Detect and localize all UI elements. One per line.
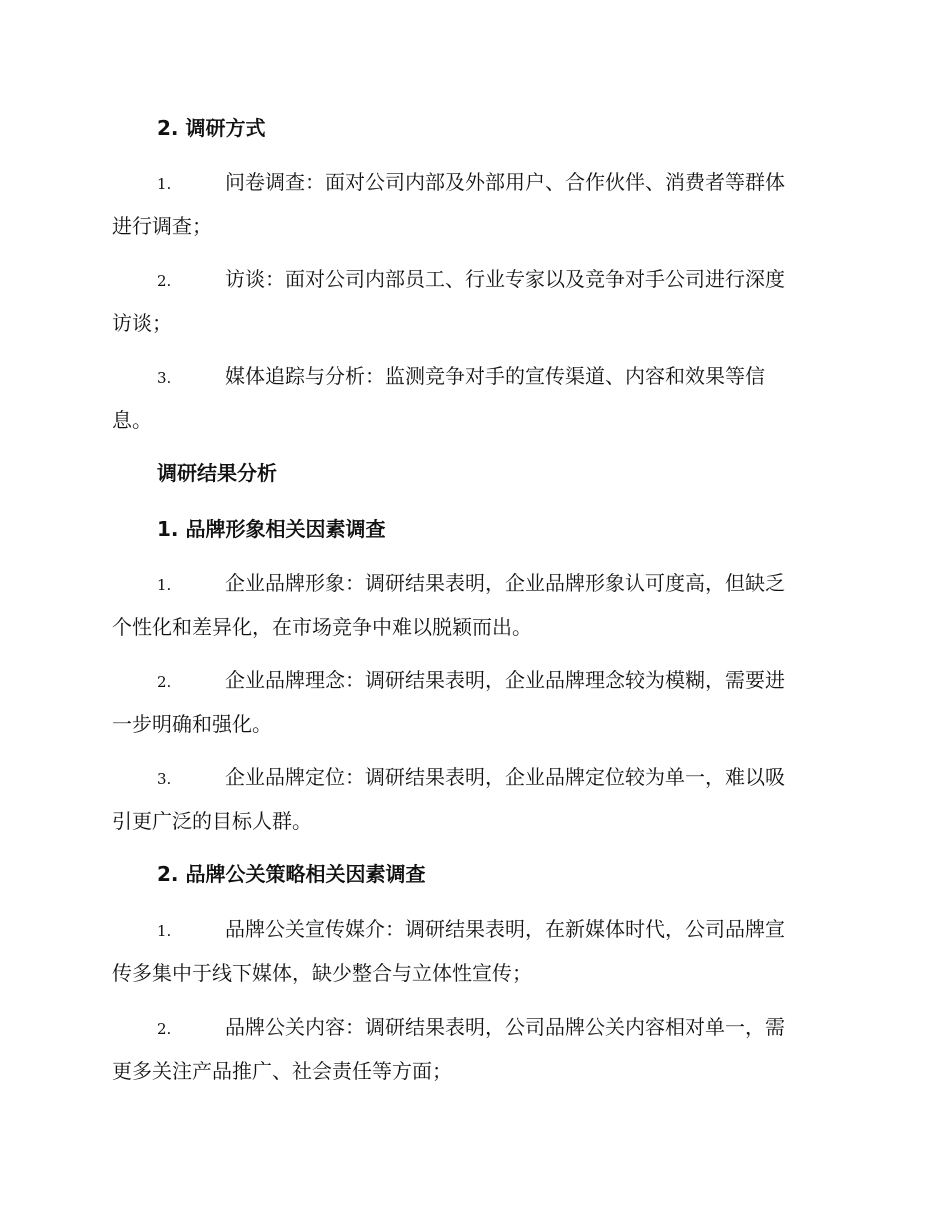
item-text-line1: 访谈：面对公司内部员工、行业专家以及竞争对手公司进行深度 bbox=[225, 267, 785, 291]
item-text-line1: 品牌公关内容：调研结果表明，公司品牌公关内容相对单一，需 bbox=[225, 1015, 785, 1039]
list-item bbox=[112, 908, 834, 994]
item-text-line1: 企业品牌形象：调研结果表明，企业品牌形象认可度高，但缺乏 bbox=[225, 571, 785, 595]
section-heading-brand-image: 1. 品牌形象相关因素调查 bbox=[157, 517, 386, 541]
list-item bbox=[112, 659, 834, 745]
item-text-line2: 个性化和差异化，在市场竞争中难以脱颖而出。 bbox=[112, 615, 532, 639]
item-text-line2: 一步明确和强化。 bbox=[112, 712, 272, 736]
list-item bbox=[112, 355, 834, 441]
list-item bbox=[112, 562, 834, 648]
item-text-line2: 访谈； bbox=[112, 311, 172, 335]
item-text-line2: 更多关注产品推广、社会责任等方面； bbox=[112, 1059, 452, 1083]
list-item bbox=[112, 1006, 834, 1092]
item-number: 1. bbox=[157, 922, 172, 940]
item-text-line2: 引更广泛的目标人群。 bbox=[112, 809, 312, 833]
item-text-line1: 问卷调查：面对公司内部及外部用户、合作伙伴、消费者等群体 bbox=[225, 170, 785, 194]
item-number: 2. bbox=[157, 272, 172, 290]
list-item bbox=[112, 258, 834, 344]
item-text-line1: 媒体追踪与分析：监测竞争对手的宣传渠道、内容和效果等信 bbox=[225, 364, 765, 388]
list-item bbox=[112, 756, 834, 842]
item-number: 3. bbox=[157, 770, 172, 788]
item-text-line1: 品牌公关宣传媒介：调研结果表明，在新媒体时代，公司品牌宣 bbox=[225, 917, 785, 941]
section-heading-results-analysis: 调研结果分析 bbox=[157, 461, 277, 485]
item-text-line2: 传多集中于线下媒体，缺少整合与立体性宣传； bbox=[112, 961, 532, 985]
item-text-line1: 企业品牌理念：调研结果表明，企业品牌理念较为模糊，需要进 bbox=[225, 668, 785, 692]
item-text-line2: 进行调查； bbox=[112, 214, 212, 238]
item-number: 1. bbox=[157, 175, 172, 193]
section-heading-pr-strategy: 2. 品牌公关策略相关因素调查 bbox=[157, 862, 426, 886]
section-heading-research-methods: 2. 调研方式 bbox=[157, 116, 266, 140]
list-item bbox=[112, 161, 834, 247]
item-number: 2. bbox=[157, 673, 172, 691]
item-number: 3. bbox=[157, 369, 172, 387]
item-text-line2: 息。 bbox=[112, 408, 152, 432]
item-number: 2. bbox=[157, 1020, 172, 1038]
item-number: 1. bbox=[157, 576, 172, 594]
item-text-line1: 企业品牌定位：调研结果表明，企业品牌定位较为单一，难以吸 bbox=[225, 765, 785, 789]
